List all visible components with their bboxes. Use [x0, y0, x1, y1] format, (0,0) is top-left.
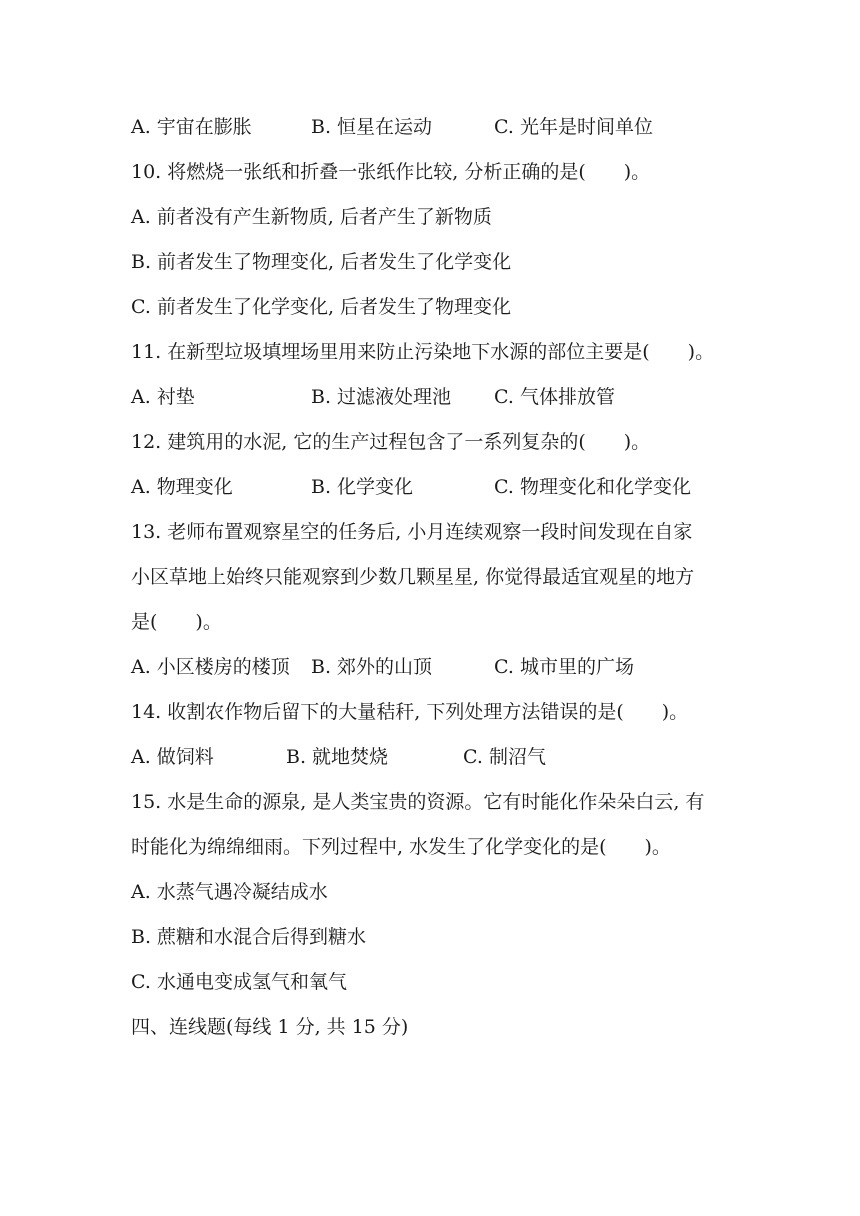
q9-option-b: B. 恒星在运动: [311, 116, 433, 138]
q14-option-c: C. 制沼气: [463, 746, 546, 768]
q12-stem: 12. 建筑用的水泥, 它的生产过程包含了一系列复杂的( )。: [131, 431, 651, 453]
q10-option-a: A. 前者没有产生新物质, 后者产生了新物质: [131, 206, 492, 228]
q11-option-c: C. 气体排放管: [494, 386, 615, 408]
q11-option-b: B. 过滤液处理池: [311, 386, 452, 408]
q13-option-a: A. 小区楼房的楼顶: [131, 656, 290, 678]
q13-stem-line-2: 小区草地上始终只能观察到少数几颗星星, 你觉得最适宜观星的地方: [131, 566, 695, 588]
q13-stem-line-1: 13. 老师布置观察星空的任务后, 小月连续观察一段时间发现在自家: [131, 521, 693, 543]
q15-stem-line-1: 15. 水是生命的源泉, 是人类宝贵的资源。它有时能化作朵朵白云, 有: [131, 791, 705, 813]
q15-stem-line-2: 时能化为绵绵细雨。下列过程中, 水发生了化学变化的是( )。: [131, 836, 671, 858]
q14-option-a: A. 做饲料: [131, 746, 214, 768]
q15-option-a: A. 水蒸气遇冷凝结成水: [131, 881, 328, 903]
q10-option-b: B. 前者发生了物理变化, 后者发生了化学变化: [131, 251, 512, 273]
q13-option-b: B. 郊外的山顶: [311, 656, 433, 678]
q13-stem-line-3: 是( )。: [131, 611, 222, 633]
section-4-title: 四、连线题(每线 1 分, 共 15 分): [131, 1016, 409, 1038]
q15-option-c: C. 水通电变成氢气和氧气: [131, 971, 347, 993]
q12-option-a: A. 物理变化: [131, 476, 233, 498]
q13-option-c: C. 城市里的广场: [494, 656, 634, 678]
q9-option-c: C. 光年是时间单位: [494, 116, 653, 138]
q10-stem: 10. 将燃烧一张纸和折叠一张纸作比较, 分析正确的是( )。: [131, 161, 651, 183]
q15-option-b: B. 蔗糖和水混合后得到糖水: [131, 926, 367, 948]
q14-option-b: B. 就地焚烧: [286, 746, 389, 768]
q14-stem: 14. 收割农作物后留下的大量秸秆, 下列处理方法错误的是( )。: [131, 701, 689, 723]
q9-option-a: A. 宇宙在膨胀: [131, 116, 252, 138]
q12-option-b: B. 化学变化: [311, 476, 414, 498]
q10-option-c: C. 前者发生了化学变化, 后者发生了物理变化: [131, 296, 512, 318]
q11-option-a: A. 衬垫: [131, 386, 195, 408]
q11-stem: 11. 在新型垃圾填埋场里用来防止污染地下水源的部位主要是( )。: [131, 341, 715, 363]
q12-option-c: C. 物理变化和化学变化: [494, 476, 691, 498]
